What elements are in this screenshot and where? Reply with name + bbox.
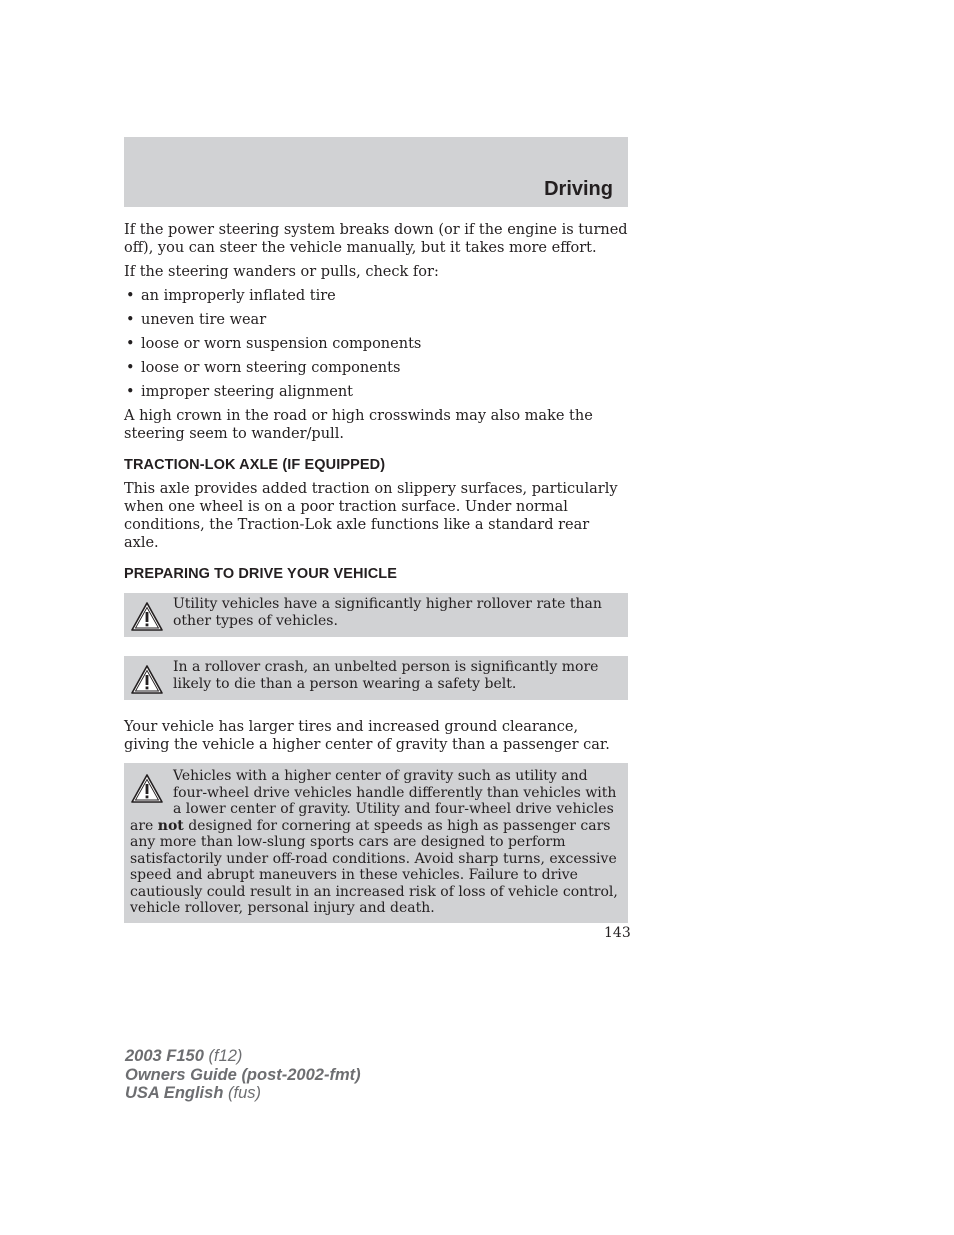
list-item: • improper steering alignment — [126, 384, 353, 400]
warning-box-unbelted — [124, 656, 628, 700]
section-header — [124, 137, 628, 207]
warning-text: In a rollover crash, an unbelted person is significantly more likely to die than a person wearing a safety belt. — [173, 659, 599, 692]
warning-text: Vehicles with a higher center of gravity such as utility and four-wheel drive vehicles handle differently than vehicles with a lower center of gravity. Utility and four-wheel drive vehicles are not designed for cornering at speeds as high as passenger cars any more than low-slung sports cars are designed to perform satisfactorily under off-road conditions. Avoid sharp turns, excessive speed and abrupt maneuvers in these vehicles. Failure to drive cautiously could result in an increased risk of loss of vehicle control, vehicle rollover, personal injury and death. — [130, 768, 618, 916]
warning-triangle-icon — [130, 664, 164, 696]
warning-text: Utility vehicles have a significantly higher rollover rate than other types of vehicles. — [173, 596, 602, 629]
list-item: • an improperly inflated tire — [126, 288, 336, 304]
paragraph-power-steering: If the power steering system breaks down (or if the engine is turned off), you can steer the vehicle manually, but it takes more effort. — [124, 222, 628, 256]
paragraph-high-crown: A high crown in the road or high crosswinds may also make the steering seem to wander/pull. — [124, 408, 593, 442]
heading-traction-lok: TRACTION-LOK AXLE (IF EQUIPPED) — [124, 457, 386, 473]
warning-triangle-icon — [130, 773, 164, 805]
warning-triangle-icon — [130, 601, 164, 633]
paragraph-check-for: If the steering wanders or pulls, check for: — [124, 264, 439, 280]
list-item: • loose or worn suspension components — [126, 336, 422, 352]
paragraph-center-of-gravity: Your vehicle has larger tires and increased ground clearance, giving the vehicle a higher center of gravity than a passenger car. — [124, 719, 610, 753]
document-footer: 2003 F150 (f12) Owners Guide (post-2002-fmt) USA English (fus) — [125, 1047, 361, 1102]
steering-check-list — [124, 287, 628, 401]
list-item: • loose or worn steering components — [126, 360, 401, 376]
list-item: • uneven tire wear — [126, 312, 267, 328]
warning-box-handling — [124, 763, 628, 923]
warning-box-rollover-rate — [124, 593, 628, 637]
section-title: Driving — [544, 178, 613, 200]
heading-preparing-to-drive: PREPARING TO DRIVE YOUR VEHICLE — [124, 566, 398, 582]
page-content — [124, 221, 628, 923]
paragraph-traction-lok: This axle provides added traction on slippery surfaces, particularly when one wheel is on a poor traction surface. Under normal conditions, the Traction-Lok axle functions like a standard rear axle. — [124, 481, 618, 551]
page-number: 143 — [604, 925, 631, 941]
